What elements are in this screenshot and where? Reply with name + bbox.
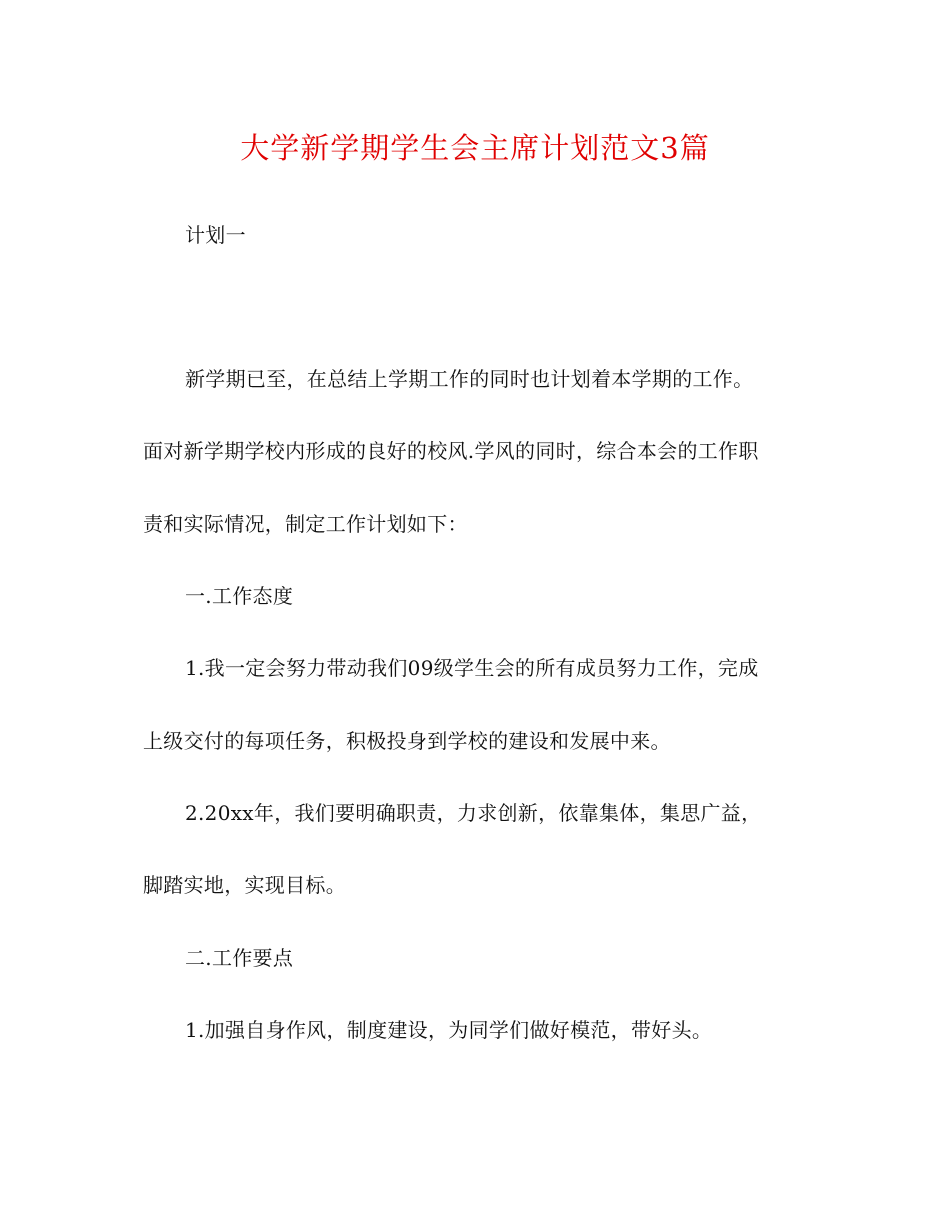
section-heading-plan-one: 计划一 bbox=[185, 223, 246, 247]
document-title: 大学新学期学生会主席计划范文3篇 bbox=[240, 131, 710, 165]
paragraph-line: 1.加强自身作风，制度建设，为同学们做好模范，带好头。 bbox=[185, 1018, 713, 1042]
paragraph-line: 责和实际情况，制定工作计划如下： bbox=[143, 512, 468, 536]
paragraph-line: 脚踏实地，实现目标。 bbox=[143, 873, 346, 897]
section-heading-work-points: 二.工作要点 bbox=[185, 946, 294, 970]
paragraph-line: 2.20xx年，我们要明确职责，力求创新，依靠集体，集思广益， bbox=[185, 801, 762, 825]
paragraph-line: 1.我一定会努力带动我们09级学生会的所有成员努力工作，完成 bbox=[185, 656, 759, 680]
paragraph-line: 新学期已至，在总结上学期工作的同时也计划着本学期的工作。 bbox=[185, 367, 754, 391]
paragraph-line: 上级交付的每项任务，积极投身到学校的建设和发展中来。 bbox=[143, 729, 671, 753]
paragraph-line: 面对新学期学校内形成的良好的校风.学风的同时，综合本会的工作职 bbox=[143, 439, 759, 463]
section-heading-work-attitude: 一.工作态度 bbox=[185, 584, 294, 608]
